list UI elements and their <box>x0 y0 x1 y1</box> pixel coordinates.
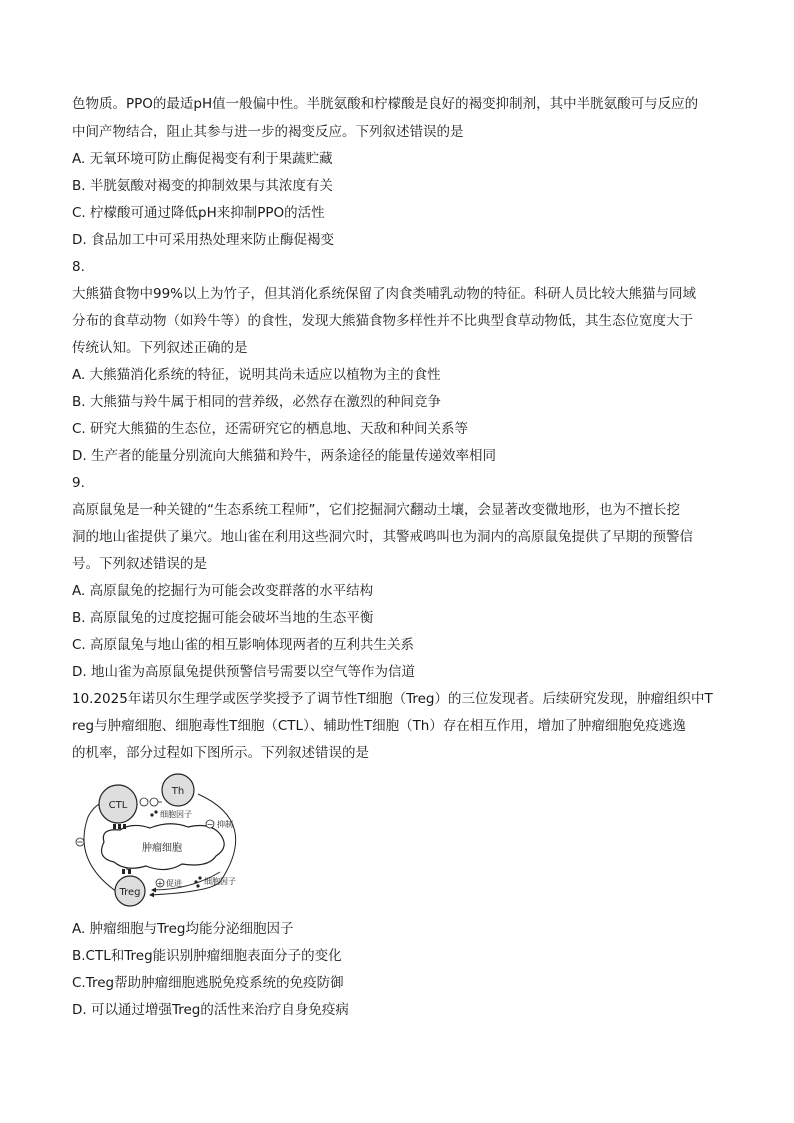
q8-number: 8. <box>72 259 85 275</box>
q8-stem-line-2: 分布的食草动物（如羚牛等）的食性，发现大熊猫食物多样性并不比典型食草动物低，其生态位宽度大于 <box>72 313 693 329</box>
treg-receptor <box>128 869 131 874</box>
cytokine-dot <box>150 813 153 816</box>
ctl-receptor <box>123 824 126 829</box>
ctl-label: CTL <box>108 800 128 811</box>
q8-option-c: C. 研究大熊猫的生态位，还需研究它的栖息地、天敌和种间关系等 <box>72 421 469 437</box>
q10-stem-line-2: reg与肿瘤细胞、细胞毒性T细胞（CTL）、辅助性T细胞（Th）存在相互作用，增加了肿瘤细胞免疫逃逸 <box>72 718 686 734</box>
tumor-label: 肿瘤细胞 <box>142 843 182 854</box>
q8-option-a: A. 大熊猫消化系统的特征，说明其尚未适应以植物为主的食性 <box>72 367 441 383</box>
q8-stem-line-3: 传统认知。下列叙述正确的是 <box>72 340 248 356</box>
inhibit-symbol <box>150 798 158 806</box>
treg-receptor <box>122 869 125 874</box>
ctl-receptor <box>118 824 121 829</box>
q9-stem-line-1: 高原鼠兔是一种关键的“生态系统工程师”，它们挖掘洞穴翻动土壤，会显著改变微地形，也为不擅长挖 <box>72 502 680 518</box>
cytokine-top-label: 细胞因子 <box>160 810 192 819</box>
plus-sign-text: + <box>156 879 164 888</box>
q7-stem-line-1: 色物质。PPO的最适pH值一般偏中性。半胱氨酸和柠檬酸是良好的褐变抑制剂，其中半胱氨酸可与反应的 <box>72 96 699 112</box>
q10-option-c: C.Treg帮助肿瘤细胞逃脱免疫系统的免疫防御 <box>72 975 344 991</box>
q7-option-a: A. 无氧环境可防止酶促褐变有利于果蔬贮藏 <box>72 151 333 167</box>
inhibit-symbol <box>140 798 148 806</box>
treg-label: Treg <box>119 887 141 898</box>
q8-stem-line-1: 大熊猫食物中99%以上为竹子，但其消化系统保留了肉食类哺乳动物的特征。科研人员比较大熊猫与同域 <box>72 286 697 302</box>
ctl-receptor <box>113 824 116 829</box>
cytokine-dot <box>196 884 199 887</box>
q9-number: 9. <box>72 475 85 491</box>
minus-sign-text: − <box>206 820 214 829</box>
q9-option-c: C. 高原鼠兔与地山雀的相互影响体现两者的互利共生关系 <box>72 637 415 653</box>
q8-option-d: D. 生产者的能量分别流向大熊猫和羚牛，两条途径的能量传递效率相同 <box>72 448 496 464</box>
q9-option-a: A. 高原鼠兔的挖掘行为可能会改变群落的水平结构 <box>72 583 374 599</box>
q9-option-b: B. 高原鼠兔的过度挖掘可能会破坏当地的生态平衡 <box>72 610 374 626</box>
q10-option-b: B.CTL和Treg能识别肿瘤细胞表面分子的变化 <box>72 948 342 964</box>
q10-option-d: D. 可以通过增强Treg的活性来治疗自身免疫病 <box>72 1002 349 1018</box>
q7-option-c: C. 柠檬酸可通过降低pH来抑制PPO的活性 <box>72 205 325 221</box>
q7-option-b: B. 半胱氨酸对褐变的抑制效果与其浓度有关 <box>72 178 333 194</box>
cytokine-bottom-label: 细胞因子 <box>204 877 236 886</box>
q10-option-a: A. 肿瘤细胞与Treg均能分泌细胞因子 <box>72 921 294 937</box>
immune-interaction-diagram <box>70 772 270 907</box>
q7-stem-line-2: 中间产物结合，阻止其参与进一步的褐变反应。下列叙述错误的是 <box>72 124 464 140</box>
q9-stem-line-2: 洞的地山雀提供了巢穴。地山雀在利用这些洞穴时，其警戒鸣叫也为洞内的高原鼠兔提供了早期的预警信 <box>72 529 693 545</box>
q7-option-d: D. 食品加工中可采用热处理来防止酶促褐变 <box>72 232 334 248</box>
q8-option-b: B. 大熊猫与羚牛属于相同的营养级，必然存在激烈的种间竞争 <box>72 394 441 410</box>
q9-option-d: D. 地山雀为高原鼠兔提供预警信号需要以空气等作为信道 <box>72 664 415 680</box>
inhibit-label: 抑制 <box>217 820 233 829</box>
cytokine-dot <box>198 876 201 879</box>
promote-label: 促进 <box>166 879 182 888</box>
th-label: Th <box>171 786 185 797</box>
cytokine-dot <box>194 880 197 883</box>
cytokine-dot <box>154 810 157 813</box>
q9-stem-line-3: 号。下列叙述错误的是 <box>72 556 207 572</box>
q10-stem-line-1: 10.2025年诺贝尔生理学或医学奖授予了调节性T细胞（Treg）的三位发现者。后续研究发现，肿瘤组织中T <box>72 691 713 707</box>
q10-stem-line-3: 的机率，部分过程如下图所示。下列叙述错误的是 <box>72 745 369 761</box>
